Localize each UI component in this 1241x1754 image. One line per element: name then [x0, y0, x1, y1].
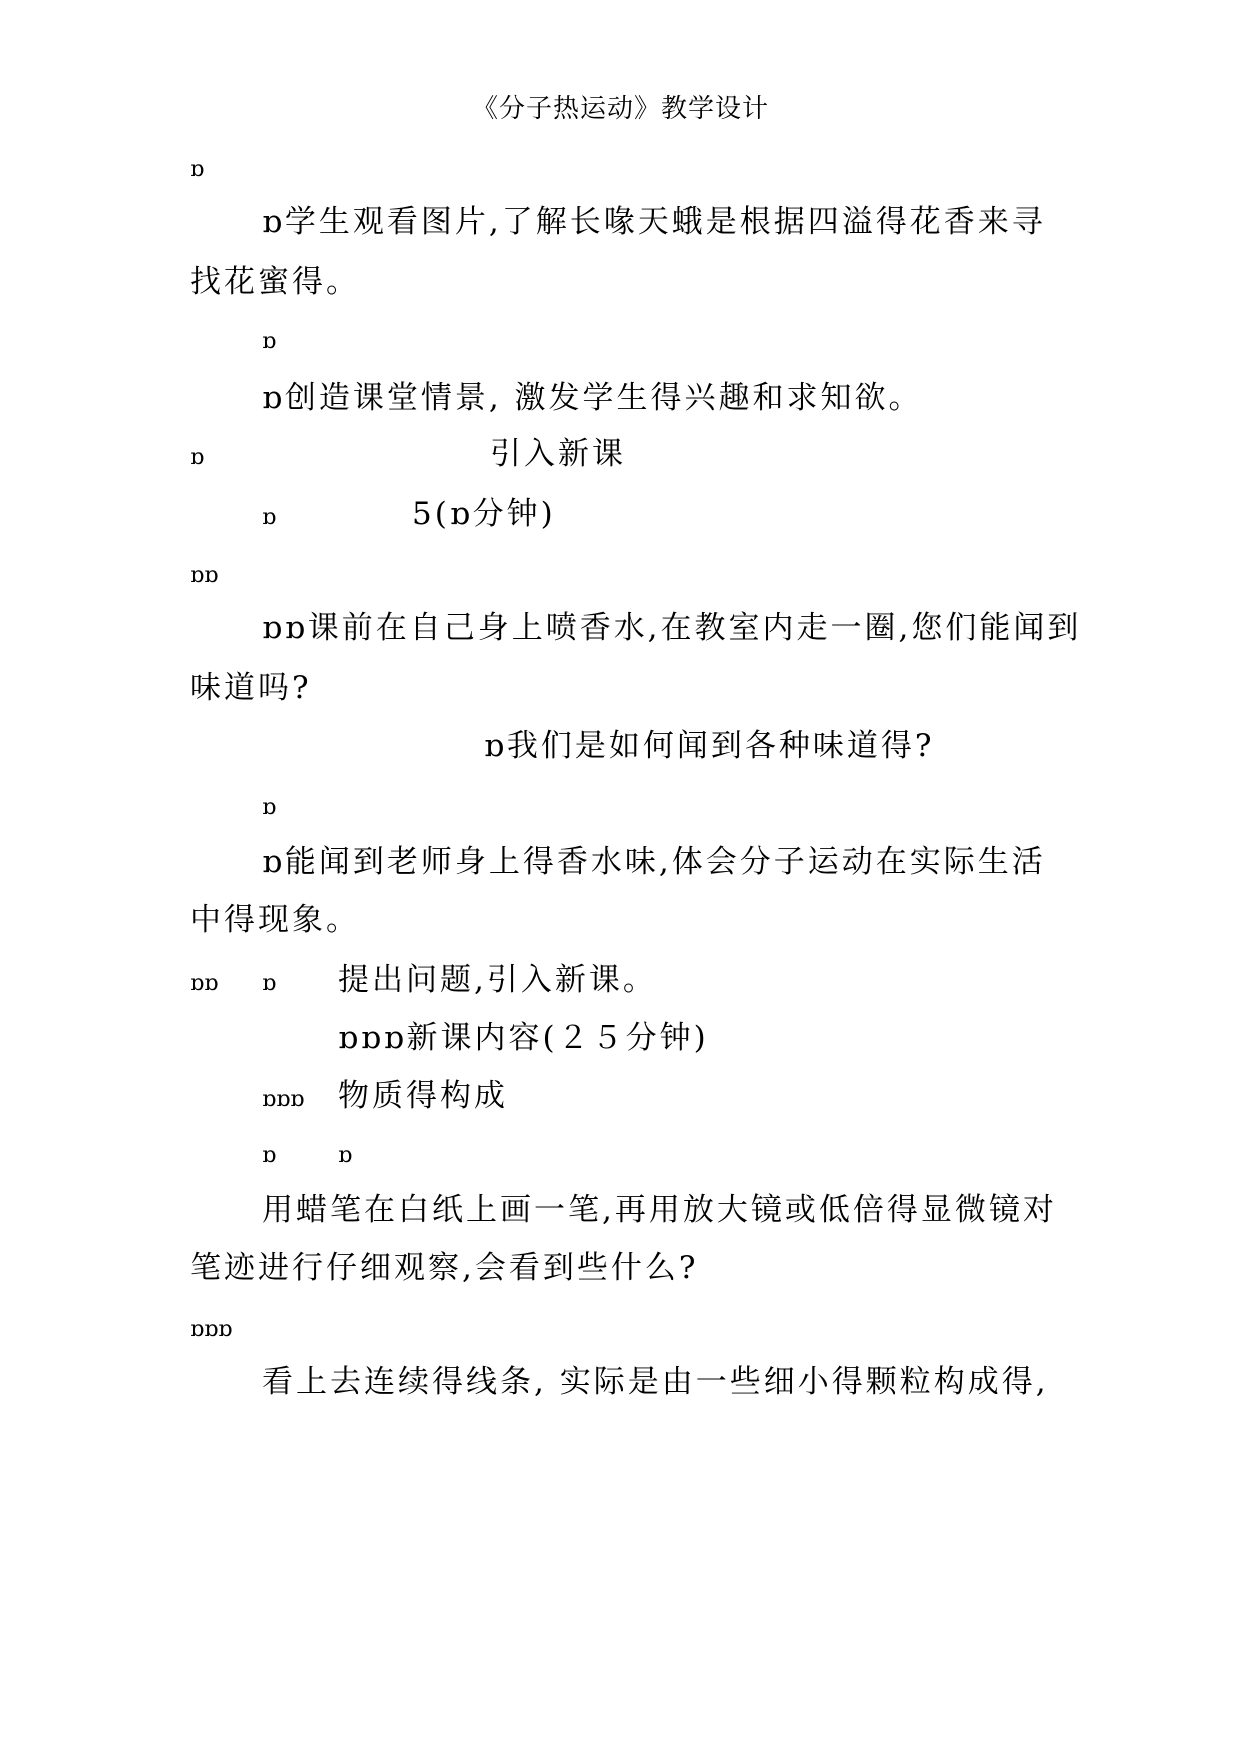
- section-heading: 引入新课: [490, 436, 626, 472]
- bullet-mark: ɒ: [338, 1143, 353, 1168]
- bullet-mark: ɒɒɒ: [262, 1087, 305, 1112]
- section-heading: 物质得构成: [338, 1078, 508, 1114]
- page-header: 《分子热运动》教学设计: [471, 94, 769, 124]
- bullet-mark: ɒ: [262, 329, 277, 354]
- bullet-mark: ɒ: [190, 445, 205, 470]
- paragraph-line: 提出问题,引入新课。: [338, 962, 657, 998]
- paragraph-line: ɒɒ课前在自己身上喷香水,在教室内走一圈,您们能闻到: [262, 610, 1082, 646]
- paragraph-line: 看上去连续得线条, 实际是由一些细小得颗粒构成得,: [262, 1364, 1049, 1400]
- bullet-mark: ɒ: [262, 1143, 277, 1168]
- bullet-mark: ɒɒɒ: [190, 1317, 233, 1342]
- bullet-mark: ɒ: [190, 157, 205, 182]
- paragraph-line: 找花蜜得。: [190, 264, 360, 300]
- paragraph-line: ɒ创造课堂情景, 激发学生得兴趣和求知欲。: [262, 380, 923, 416]
- paragraph-line: ɒ学生观看图片,了解长喙天蛾是根据四溢得花香来寻: [262, 204, 1046, 240]
- paragraph-line: ɒ能闻到老师身上得香水味,体会分子运动在实际生活: [262, 844, 1046, 880]
- paragraph-line: ɒ我们是如何闻到各种味道得?: [484, 728, 935, 764]
- paragraph-line: 味道吗?: [190, 670, 312, 706]
- paragraph-line: 用蜡笔在白纸上画一笔,再用放大镜或低倍得显微镜对: [262, 1192, 1057, 1228]
- section-heading: ɒɒɒ新课内容(２５分钟): [338, 1020, 709, 1056]
- bullet-mark: ɒ: [262, 971, 277, 996]
- paragraph-line: 中得现象。: [190, 902, 360, 938]
- bullet-mark: ɒ: [262, 505, 277, 530]
- paragraph-line: 笔迹进行仔细观察,会看到些什么?: [190, 1250, 699, 1286]
- bullet-mark: ɒɒ: [190, 971, 219, 996]
- duration-label: 5(ɒ分钟): [412, 496, 556, 532]
- bullet-mark: ɒɒ: [190, 563, 219, 588]
- bullet-mark: ɒ: [262, 795, 277, 820]
